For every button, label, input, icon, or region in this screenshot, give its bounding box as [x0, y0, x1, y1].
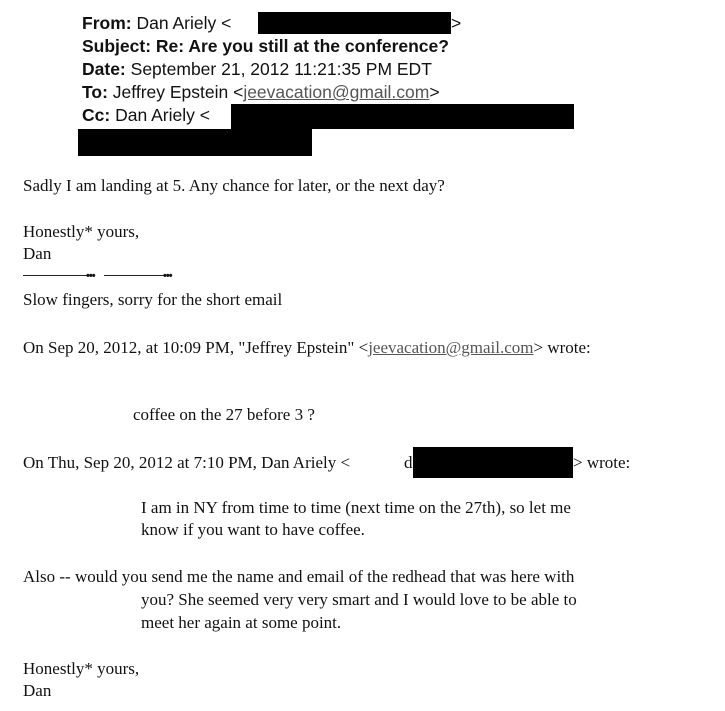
signature-1: Dan [23, 244, 52, 263]
quote1-header [23, 337, 591, 359]
coffee-line: coffee on the 27 before 3 ? [133, 405, 315, 424]
quote2-redaction [413, 447, 573, 478]
to-email-link[interactable]: jeevacation@gmail.com [243, 82, 430, 102]
subject-value: Re: Are you still at the conference? [155, 36, 449, 56]
from-label: From: [82, 13, 132, 33]
quote1-prefix: On Sep 20, 2012, at 10:09 PM, "Jeffrey Epstein" < [23, 338, 369, 357]
cc-redaction-2 [78, 129, 312, 156]
date-value: September 21, 2012 11:21:35 PM EDT [130, 59, 432, 79]
quote2-fragment: d [404, 453, 413, 472]
signature-dots-1: ••• [86, 270, 95, 282]
signoff-1: Honestly* yours, [23, 222, 140, 241]
also-line-2: you? She seemed very very smart and I would love to be able to [141, 590, 577, 609]
reply-line: Sadly I am landing at 5. Any chance for later, or the next day? [23, 176, 445, 195]
date-label: Date: [82, 59, 126, 79]
subject-line [82, 35, 449, 57]
from-close: > [451, 13, 462, 33]
subject-label: Subject: [82, 36, 152, 56]
from-value: Dan Ariely < [136, 13, 232, 33]
cc-label: Cc: [82, 105, 111, 125]
also-line-3: meet her again at some point. [141, 613, 342, 632]
ny-line-2: know if you want to have coffee. [141, 520, 365, 539]
from-redaction [258, 12, 451, 34]
quote2-suffix: > wrote: [573, 453, 631, 472]
cc-redaction-1 [231, 104, 574, 129]
slow-fingers-line: Slow fingers, sorry for the short email [23, 290, 283, 309]
date-line [82, 58, 432, 80]
quote2-prefix: On Thu, Sep 20, 2012 at 7:10 PM, Dan Ariely < [23, 453, 351, 472]
signature-rule-2 [104, 275, 164, 276]
signature-2: Dan [23, 681, 52, 700]
also-line-1: Also -- would you send me the name and email of the redhead that was here with [23, 567, 575, 586]
quote1-email-link[interactable]: jeevacation@gmail.com [368, 338, 534, 357]
signature-dots-2: ••• [163, 270, 172, 282]
cc-line [82, 104, 210, 126]
signoff-2: Honestly* yours, [23, 659, 140, 678]
to-label: To: [82, 82, 108, 102]
from-line [82, 12, 231, 34]
cc-value: Dan Ariely < [115, 105, 210, 125]
to-line [82, 81, 440, 103]
quote1-suffix: > wrote: [533, 338, 591, 357]
ny-line-1: I am in NY from time to time (next time on the 27th), so let me [141, 498, 571, 517]
signature-rule-1 [23, 275, 87, 276]
to-close: > [429, 82, 440, 102]
to-name: Jeffrey Epstein < [112, 82, 244, 102]
